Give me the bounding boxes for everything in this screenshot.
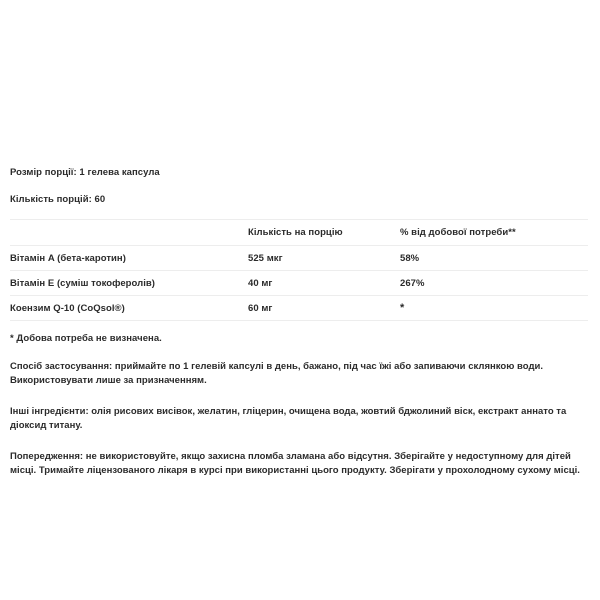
- nutrient-name: Коензим Q-10 (CoQsol®): [10, 296, 248, 321]
- column-header-amount-per-serving: Кількість на порцію: [248, 220, 400, 246]
- table-row: [10, 246, 588, 271]
- supplement-facts-table: [10, 219, 588, 321]
- nutrient-amount: 40 мг: [248, 271, 400, 296]
- nutrient-amount: 525 мкг: [248, 246, 400, 271]
- nutrient-daily-value: 267%: [400, 271, 588, 296]
- column-header-nutrient: [10, 220, 248, 246]
- nutrient-daily-value: 58%: [400, 246, 588, 271]
- column-header-daily-value: % від добової потреби**: [400, 220, 588, 246]
- table-row: [10, 296, 588, 321]
- table-row: [10, 271, 588, 296]
- top-spacer: [10, 0, 590, 163]
- nutrient-name: Вітамін E (суміш токоферолів): [10, 271, 248, 296]
- other-ingredients-text: Інші інгредієнти: олія рисових висівок, желатин, гліцерин, очищена вода, жовтий бджолиний віск, екстракт аннато та діоксид титану.: [10, 406, 567, 431]
- warning-text: Попередження: не використовуйте, якщо захисна пломба зламана або відсутня. Зберігайте у недоступному для дітей місці. Тримайте ліцензованого лікаря в курсі при використанні цього продукту. Зберігати у прохолодному сухому місці.: [10, 451, 580, 476]
- nutrient-name: Вітамін A (бета-каротин): [10, 246, 248, 271]
- table-header: [10, 220, 588, 246]
- directions-text: Спосіб застосування: приймайте по 1 гелевій капсулі в день, бажано, під час їжі або запиваючи склянкою води. Використовувати лише за призначенням.: [10, 361, 544, 386]
- table-header-row: [10, 220, 588, 246]
- serving-size-line: Розмір порції: 1 гелева капсула: [10, 167, 160, 178]
- nutrient-daily-value: [400, 296, 588, 321]
- servings-per-container-line: Кількість порцій: 60: [10, 194, 106, 205]
- daily-value-footnote: * Добова потреба не визначена.: [10, 333, 162, 344]
- nutrient-amount: 60 мг: [248, 296, 400, 321]
- daily-value-asterisk: *: [400, 301, 405, 314]
- table-body: [10, 246, 588, 321]
